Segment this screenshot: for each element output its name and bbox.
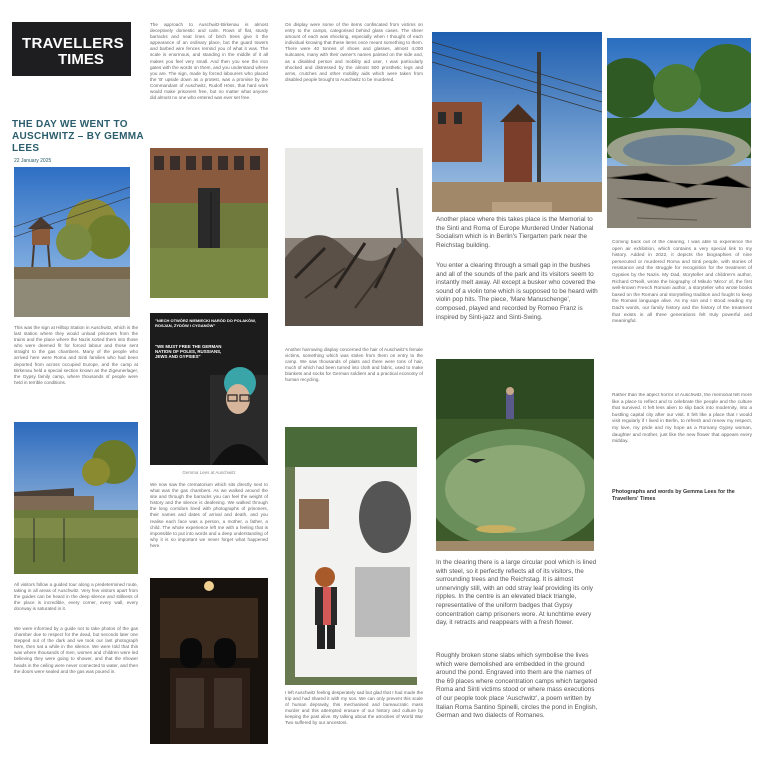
col5-paragraph-1: Coming back out of the clearing, I was able to experience the open air exhibition, which contains a very special link to my history. Added in 2022, it depicts the biographies of nine persecuted or murdered Roma and Sinti people, with stories of resistance and the struggle for recognition for the treatment of Gypsies by the Nazis. My Dad, storyteller and children's author, Richard O'Neill, wrote the biography of Mikulo 'Mirco' of, the first well-known French Romani author, a storyteller who wrote books based on the Romani oral storytelling tradition and fought to keep the Romani language alive. As my son and I stood reading my Dad's words, our family history and the history of the treatment that exists in all three generations felt truly powerful and meaningful. — [612, 240, 752, 325]
memorial-pool-photo — [436, 359, 594, 551]
article-title — [12, 119, 147, 155]
logo-line2: TIMES — [58, 51, 104, 68]
poster-gemma-photo — [150, 313, 268, 465]
col4-paragraph-1: Another place where this takes place is the Memorial to the Sinti and Roma of Europe Murdered Under National Socialism which is in Berlin's Tiergarten park near the Reichstag building. — [436, 216, 594, 249]
col2-paragraph-2: We now saw the crematorium which sits directly next to what was the gas chambers. As we walked around the site and through the barracks you can feel the weight of history and the silence is deafening. We walked through the long corridors lined with photographs of prisoners, their names and dates of arrival and death, and you realise each face was a person, a mother, a father, a child. The whole experience left me with a feeling that is impossible to put into words and a deep understanding of why it is so important we never forget what happened here. — [150, 482, 268, 548]
barracks-photo — [14, 422, 138, 574]
col1-paragraph-3: We were informed by a guide not to take photos of the gas chamber due to respect for the dead, but seconds later one stepped out of the dark and we took our last photograph here, then sat a while in the silence. We were told that this was where thousands of men, women and children were led believing they were going to shower, and that the shower heads in the ceiling were never connected to water, and then the doors were sealed and the gas was poured in. — [14, 626, 138, 674]
arbeit-gate-photo — [150, 148, 268, 298]
col1-paragraph-2: All visitors follow a guided tour along a predetermined route, taking in all areas of Auschwitz. Very few visitors apart from the guides can be heard in the deep silence and stillness of the place is incredible, every corner, every wall, every doorway is saturated in it. — [14, 582, 138, 612]
col4-paragraph-2: You enter a clearing through a small gap in the bushes and all of the sounds of the park and its visitors seem to instantly melt away. All except a busker who covered the sound of a violin tone which is supposed to be heard with violin pop hits. The piece, 'Mare Manuschenge', composed, played and recorded by Romeo Franz is inspired by Sinti-jazz and Sinti-Swing. — [436, 262, 598, 321]
title-line: LEES — [12, 143, 40, 154]
travellers-times-logo[interactable] — [12, 22, 131, 76]
col1-paragraph-1: This was the sign at Hilltop Station in Auschwitz, which is the last station where they would unload prisoners from the trains and the place where the Nazis sorted them into those who were deemed fit for forced labour and those sent straight to the gas chambers. Many of the people who arrived here were Roma and Sinti families who had been deported from across occupied Europe, and the camp at Birkenau held a special section known as the Zigeunerlager, the Gypsy family camp, where thousands of people were held in terrible conditions. — [14, 325, 138, 385]
memorial-clearing-photo — [607, 38, 751, 228]
prosthetics-photo — [285, 148, 423, 326]
poster-polish-quote: "NIECH OTWÓRZ NIEMIECKI NARÓD DO POLAKÓW, ROSJAN, ŻYDÓW I CYGANÓW" — [155, 318, 256, 328]
exhibition-boy-photo — [285, 427, 417, 685]
col3-paragraph-2: Another harrowing display concerned the hair of Auschwitz's female victims, something which was stolen from them on entry to the camp. We saw thousands of plaits and there were tons of hair, much of which had been turned into cloth and fabric, used to make blankets and socks for German soldiers and a practical economy of human recycling. — [285, 347, 423, 383]
col2-paragraph-1: The approach to Auschwitz-Birkenau is almost deceptively domestic and calm. Rows of flat, sturdy barracks and neat lines of birch trees give it the appearance of an ordinary place, but the guard towers and barbed wire fences remind you of what it was. The scale is enormous, and standing in the middle of it all makes you feel very small. And then you see the iron gates with the words on them, and you understand where you are. The sign, made by forced labourers who placed the 'B' upside down as a protest, was a promise by the Commandant of Auschwitz, Rudolf Höss, that hard work would make prisoners free, but no matter what anyone did almost no one who entered was ever set free. — [150, 22, 268, 101]
photo-caption-gemma: Gemma Lees at Auschwitz — [182, 470, 236, 475]
logo-line1: TRAVELLERS — [22, 35, 124, 52]
crematorium-photo — [150, 578, 268, 744]
col4-paragraph-3: In the clearing there is a large circular pool which is lined with steel, so it perfectly reflects all of its visitors, the surrounding trees and the Reichstag. It is almost unnervingly still, with an odd stray leaf providing its only ripples. In the centre is an elevated black triangle, representative of the uniform badges that Gypsy concentration camp prisoners wore. At lunchtime every day, it retracts and reappears with a fresh flower. — [436, 559, 597, 627]
title-line: THE DAY WE WENT TO — [12, 119, 128, 130]
col5-paragraph-2: Rather than the abject horror of Auschwitz, the memorial felt more like a place to reflect and to celebrate the people and the culture that survived. It felt less alien to slip back into modernity, into a bustling capital city after our visit. It felt like a place that I would visit regularly if I lived in Berlin, to refresh and renew my respect, my love, my pride and my hope as a Romany Gypsy woman, daughter and mother, just like the new flower that appears every midday. — [612, 393, 752, 445]
article-date: 22 January 2025 — [14, 158, 52, 164]
col3-paragraph-1: On display were some of the items confiscated from victims on entry to the camps, categorised behind glass cases. The sheer amount of each was shocking, especially when I thought of each individual knowing that these items once meant something to them. There were 40 tonnes of shoes and glasses, almost 4,000 suitcases, many with their owner's names painted on the side and, as a disabled person and mobility aid user, I was particularly shocked and distressed by the almost 500 prosthetic legs and arms, crutches and other mobility aids which were taken from disabled people brought to Auschwitz to be murdered. — [285, 22, 423, 82]
poster-english-quote: "WE MUST FREE THE GERMAN NATION OF POLES, RUSSIANS, JEWS AND GYPSIES" — [155, 344, 222, 359]
brick-tower-photo — [432, 32, 602, 212]
watchtower-photo — [14, 167, 130, 317]
photo-credit: Photographs and words by Gemma Lees for the Travellers' Times — [612, 489, 735, 503]
col4-paragraph-4: Roughly broken stone slabs which symbolise the lives which were demolished are embedded in the ground around the pond. Engraved into them are the names of the 69 places where concentration camps which targeted Roma and Sinti victims stood or where mass executions of our people took place 'Auschwitz', a poem written by Italian Roma Santino Spinelli, circles the pond in English, German and two dialects of Romanes. — [436, 652, 598, 720]
title-line: AUSCHWITZ – BY GEMMA — [12, 131, 144, 142]
col3-paragraph-3: I left Auschwitz feeling desperately sad but glad that I had made the trip and had shared it with my son. We can only prevent this scale of human depravity, this mechanised and bureaucratic mass murder and this attempted erasure of our history and culture by keeping the past alive. By talking about the atrocities of World War Two suffered by our ancestors. — [285, 690, 423, 726]
